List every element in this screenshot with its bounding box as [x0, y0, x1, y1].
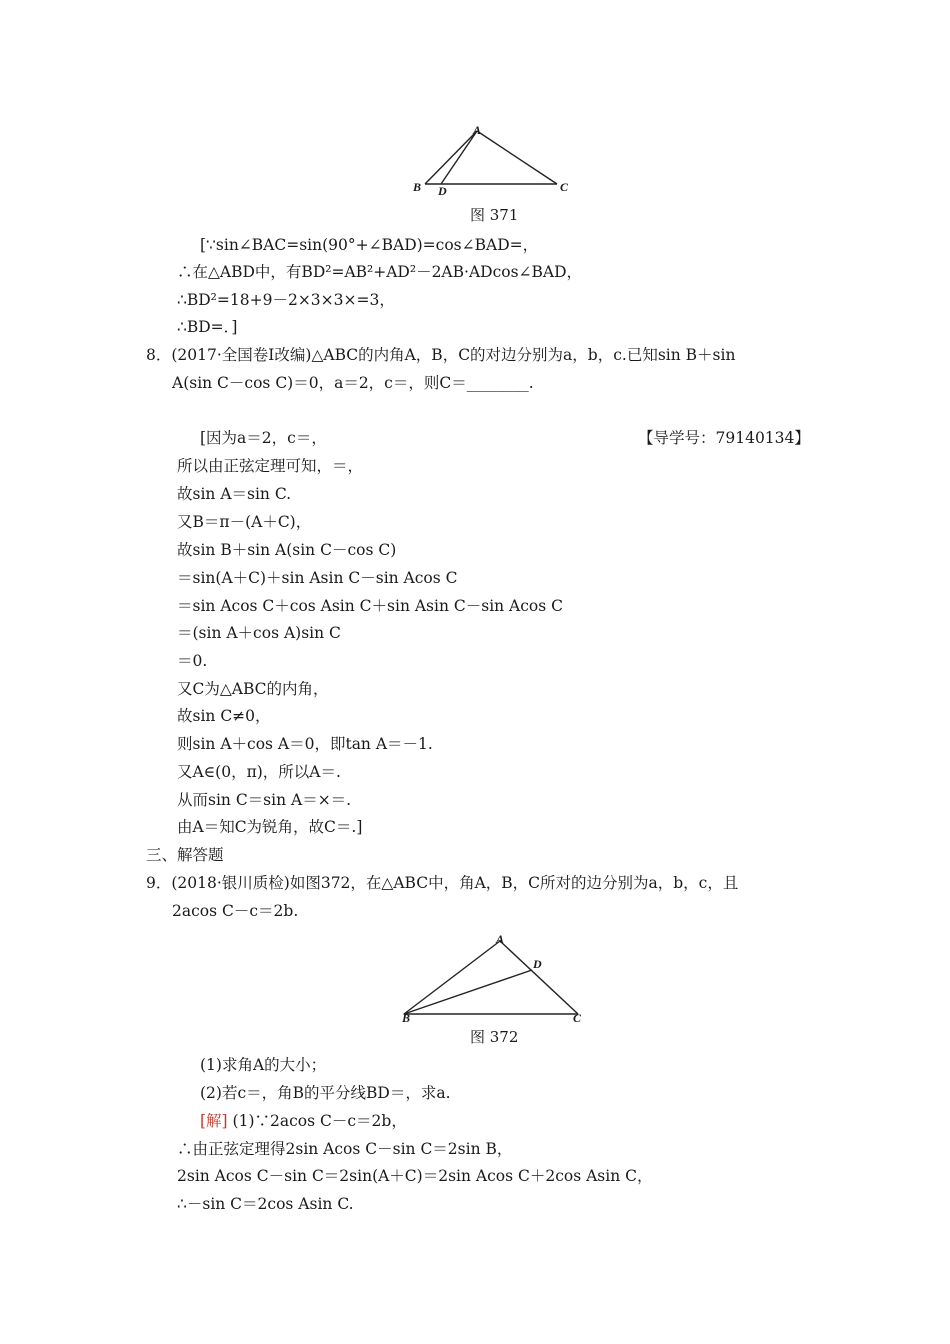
- q8-solution-line-1: [因为a＝2，c＝，: [200, 429, 327, 447]
- fig371-label-B: B: [413, 180, 422, 194]
- q8-solution-line-4: 又B＝π－(A＋C)，: [177, 513, 312, 531]
- q9-solution-line-2: ∴由正弦定理得2sin Acos C－sin C＝2sin B，: [177, 1140, 513, 1158]
- fig372-label-C: C: [573, 1011, 582, 1025]
- figure-372-diagram: [395, 928, 595, 1028]
- q9-stem-line-2: 2acos C－c＝2b.: [172, 902, 299, 920]
- fig372-label-A: A: [496, 932, 505, 946]
- answer-tag: [解]: [200, 1112, 228, 1130]
- fig371-label-C: C: [560, 180, 569, 194]
- q8-solution-line-15: 由A＝知C为锐角，故C＝.]: [177, 818, 363, 836]
- fig372-label-B: B: [402, 1011, 411, 1025]
- q9-part-1: (1)求角A的大小；: [200, 1056, 327, 1074]
- figure-371-caption: 图 371: [470, 206, 519, 224]
- q7-solution-line-3: ∴BD²=18+9－2×3×3×=3，: [177, 291, 395, 309]
- q9-solution-line-4: ∴－sin C＝2cos Asin C.: [177, 1195, 354, 1213]
- q8-solution-line-5: 故sin B＋sin A(sin C－cos C): [177, 541, 397, 559]
- q8-solution-line-10: 又C为△ABC的内角，: [177, 680, 329, 698]
- segment-AB: [404, 941, 500, 1014]
- q8-guide-number: 【导学号：79140134】: [638, 429, 810, 447]
- q8-solution-line-13: 又A∈(0，π)，所以A＝.: [177, 763, 341, 781]
- q8-solution-line-12: 则sin A＋cos A＝0，即tan A＝－1.: [177, 735, 433, 753]
- q7-solution-line-1: [∵sin∠BAC=sin(90°+∠BAD)=cos∠BAD=，: [200, 236, 539, 254]
- q8-solution-line-7: ＝sin Acos C＋cos Asin C＋sin Asin C－sin Acos C: [177, 597, 564, 615]
- q9-stem-line-1: 9．(2018·银川质检)如图372，在△ABC中，角A，B，C所对的边分别为a，b，c，且: [146, 874, 739, 892]
- q8-solution-line-6: ＝sin(A＋C)＋sin Asin C－sin Acos C: [177, 569, 458, 587]
- q7-solution-line-2: ∴在△ABD中，有BD²=AB²+AD²－2AB·ADcos∠BAD，: [177, 263, 583, 281]
- q8-solution-line-9: ＝0.: [177, 652, 208, 670]
- q8-solution-line-8: ＝(sin A＋cos A)sin C: [177, 624, 341, 642]
- fig372-label-D: D: [533, 957, 542, 971]
- q9-part-2: (2)若c＝，角B的平分线BD＝，求a.: [200, 1084, 451, 1102]
- q8-stem-line-2: A(sin C－cos C)＝0，a＝2，c＝，则C＝________.: [172, 374, 534, 392]
- q8-solution-line-2: 所以由正弦定理可知，＝，: [177, 457, 364, 475]
- fig371-label-D: D: [438, 184, 447, 198]
- segment-AB: [425, 131, 477, 184]
- q8-solution-line-3: 故sin A＝sin C.: [177, 485, 292, 503]
- q7-solution-line-4: ∴BD=．]: [177, 318, 238, 336]
- q9-solution-line-3: 2sin Acos C－sin C＝2sin(A＋C)＝2sin Acos C＋2cos Asin C，: [177, 1167, 653, 1185]
- segment-BD: [404, 970, 532, 1014]
- section-heading: 三、解答题: [146, 846, 224, 864]
- answer-first-step: (1)∵2acos C－c＝2b，: [232, 1112, 407, 1130]
- q8-solution-line-11: 故sin C≠0，: [177, 707, 271, 725]
- q8-stem-line-1: 8．(2017·全国卷Ⅰ改编)△ABC的内角A，B，C的对边分别为a，b，c.已知sin B＋sin: [146, 346, 736, 364]
- fig371-label-A: A: [473, 123, 482, 137]
- figure-372-caption: 图 372: [470, 1028, 519, 1046]
- q9-answer-line-1: [200, 1111, 407, 1131]
- figure-371-diagram: [400, 118, 580, 198]
- segment-AC: [477, 131, 557, 184]
- q8-solution-line-14: 从而sin C＝sin A＝×＝.: [177, 791, 352, 809]
- segment-AD: [441, 131, 477, 184]
